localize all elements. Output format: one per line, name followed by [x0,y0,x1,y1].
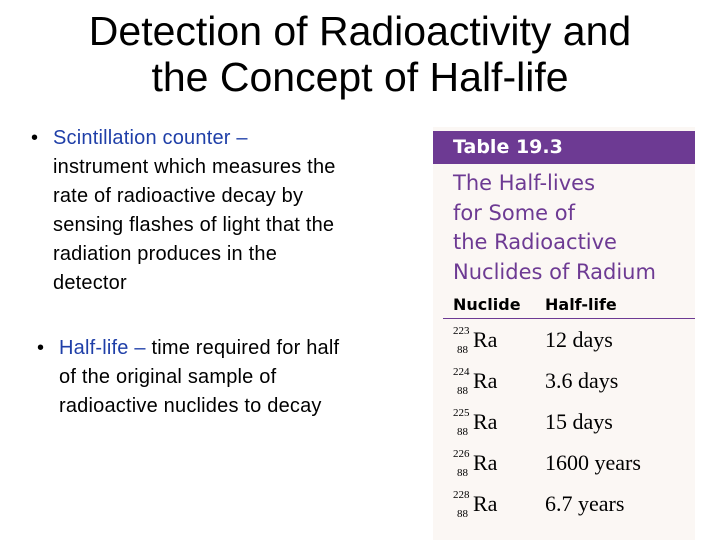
atomic-number: 88 [457,385,468,397]
mass-number: 228 [453,489,470,501]
nuclide-cell [453,446,533,487]
mass-number: 225 [453,407,470,419]
element-symbol: Ra [473,491,498,516]
bullet-line: instrument which measures the [53,156,336,178]
bullet-line [53,124,336,153]
nuclide-cell [453,364,533,405]
bullet-term: Scintillation counter – [53,127,248,149]
bullet-line: radioactive nuclides to decay [59,395,322,417]
element-symbol: Ra [473,450,498,475]
table-row [433,364,695,405]
caption-line: for Some of [453,200,576,225]
column-header-nuclide: Nuclide [453,295,521,314]
column-header-half-life: Half-life [545,295,617,314]
table-header-row [453,292,695,318]
caption-line: The Half-lives [453,171,596,195]
title-line-2: the Concept of Half-life [151,54,569,100]
caption-line: Nuclides of Radium [453,259,656,284]
half-life-value: 12 days [545,327,613,352]
mass-number: 224 [453,366,470,378]
bullet-line: sensing flashes of light that the [53,214,335,236]
half-life-value: 6.7 years [545,491,625,516]
mass-number: 223 [453,325,470,337]
element-symbol: Ra [473,409,498,434]
table-row [433,323,695,364]
nuclide-cell [453,405,533,446]
half-life-value: 3.6 days [545,368,619,393]
half-life-value: 1600 years [545,450,641,475]
bullet-term: Half-life – [59,337,146,359]
table-label: Table 19.3 [433,131,695,164]
element-symbol: Ra [473,368,498,393]
nuclide-cell [453,323,533,364]
mass-number: 226 [453,448,470,460]
bullet-marker: • [31,127,39,149]
atomic-number: 88 [457,508,468,520]
atomic-number: 88 [457,426,468,438]
bullet-half-life [37,334,340,421]
atomic-number: 88 [457,467,468,479]
half-life-table [433,127,695,540]
bullet-scintillation-counter [31,124,336,298]
nuclide-cell [453,487,533,528]
table-caption [453,169,656,287]
element-symbol: Ra [473,327,498,352]
bullet-line: rate of radioactive decay by [53,185,304,207]
bullet-line: radiation produces in the [53,243,278,265]
table-row [433,487,695,528]
half-life-value: 15 days [545,409,613,434]
atomic-number: 88 [457,344,468,356]
bullet-line [59,334,339,363]
bullet-marker: • [37,337,45,359]
caption-line: the Radioactive [453,230,617,254]
table-row [433,446,695,487]
bullet-line: of the original sample of [59,366,277,388]
title-line-1: Detection of Radioactivity and [88,8,632,54]
bullet-definition: time required for half [145,337,340,359]
table-row [433,405,695,446]
bullet-line: detector [53,272,127,294]
header-divider [443,318,695,319]
